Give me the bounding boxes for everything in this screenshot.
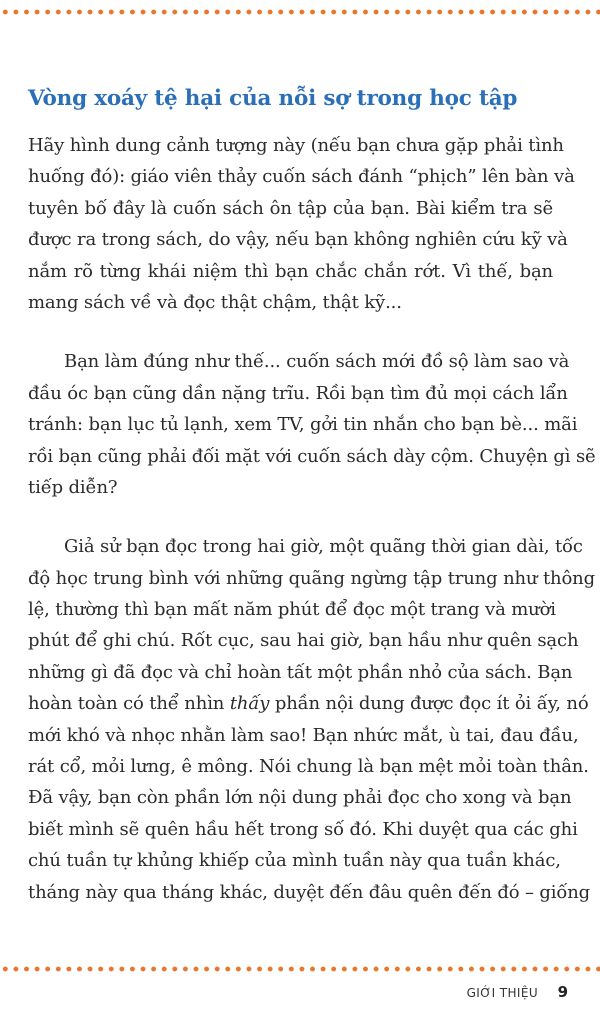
text-line: rồi bạn cũng phải đối mặt với cuốn sách dày cộm. Chuyện gì sẽ: [28, 445, 596, 467]
text-line: biết mình sẽ quên hầu hết trong số đó. Khi duyệt qua các ghi: [28, 818, 578, 840]
text-line: Giả sử bạn đọc trong hai giờ, một quãng thời gian dài, tốc: [64, 536, 583, 558]
text-line: mang sách về và đọc thật chậm, thật kỹ...: [28, 291, 402, 313]
text-line: mới khó và nhọc nhằn làm sao! Bạn nhức mắt, ù tai, đau đầu,: [28, 724, 579, 746]
text-line: phút để ghi chú. Rốt cục, sau hai giờ, bạn hầu như quên sạch: [28, 630, 579, 652]
text-line: những gì đã đọc và chỉ hoàn tất một phần nhỏ của sách. Bạn: [28, 661, 573, 683]
emphasized-word: thấy: [229, 693, 270, 715]
text-line: rát cổ, mỏi lưng, ê mông. Nói chung là bạn mệt mỏi toàn thân.: [28, 756, 589, 778]
paragraph-3: [28, 531, 596, 908]
text-line: Đã vậy, bạn còn phần lớn nội dung phải đọc cho xong và bạn: [28, 787, 572, 809]
body-text: [28, 130, 596, 908]
text-line: lệ, thường thì bạn mất năm phút để đọc một trang và mười: [28, 599, 556, 621]
text-line: được ra trong sách, do vậy, nếu bạn không nghiên cứu kỹ và: [28, 229, 568, 251]
page-number: 9: [557, 983, 568, 1001]
text-run: hoàn toàn có thể nhìn: [28, 693, 230, 715]
footer-section-label: GIỚI THIỆU: [466, 986, 538, 1000]
text-line: nắm rõ từng khái niệm thì bạn chắc chắn rớt. Vì thế, bạn: [28, 260, 553, 282]
top-dotted-border: [0, 9, 600, 15]
text-line: tháng này qua tháng khác, duyệt đến đâu quên đến đó – giống: [28, 881, 591, 903]
text-line: chú tuần tự khủng khiếp của mình tuần này qua tuần khác,: [28, 850, 561, 872]
text-line: tuyên bố đây là cuốn sách ôn tập của bạn. Bài kiểm tra sẽ: [28, 197, 553, 219]
text-line: tránh: bạn lục tủ lạnh, xem TV, gởi tin nhắn cho bạn bè... mãi: [28, 414, 578, 436]
text-line: Hãy hình dung cảnh tượng này (nếu bạn chưa gặp phải tình: [28, 135, 564, 156]
text-line-with-emphasis: [28, 688, 589, 719]
text-run: phần nội dung được đọc ít ỏi ấy, nó: [269, 693, 589, 715]
paragraph-1: [28, 130, 575, 318]
text-line: đầu óc bạn cũng dần nặng trĩu. Rồi bạn tìm đủ mọi cách lẩn: [28, 382, 568, 404]
paragraph-2: [28, 346, 596, 503]
text-line: độ học trung bình với những quãng ngừng tập trung như thông: [28, 567, 596, 589]
section-heading: Vòng xoáy tệ hại của nỗi sợ trong học tập: [28, 86, 518, 111]
text-line: tiếp diễn?: [28, 476, 118, 498]
text-line: Bạn làm đúng như thế... cuốn sách mới đồ sộ làm sao và: [64, 351, 570, 373]
bottom-dotted-border: [0, 966, 600, 972]
text-line: huống đó): giáo viên thảy cuốn sách đánh “phịch” lên bàn và: [28, 166, 575, 188]
